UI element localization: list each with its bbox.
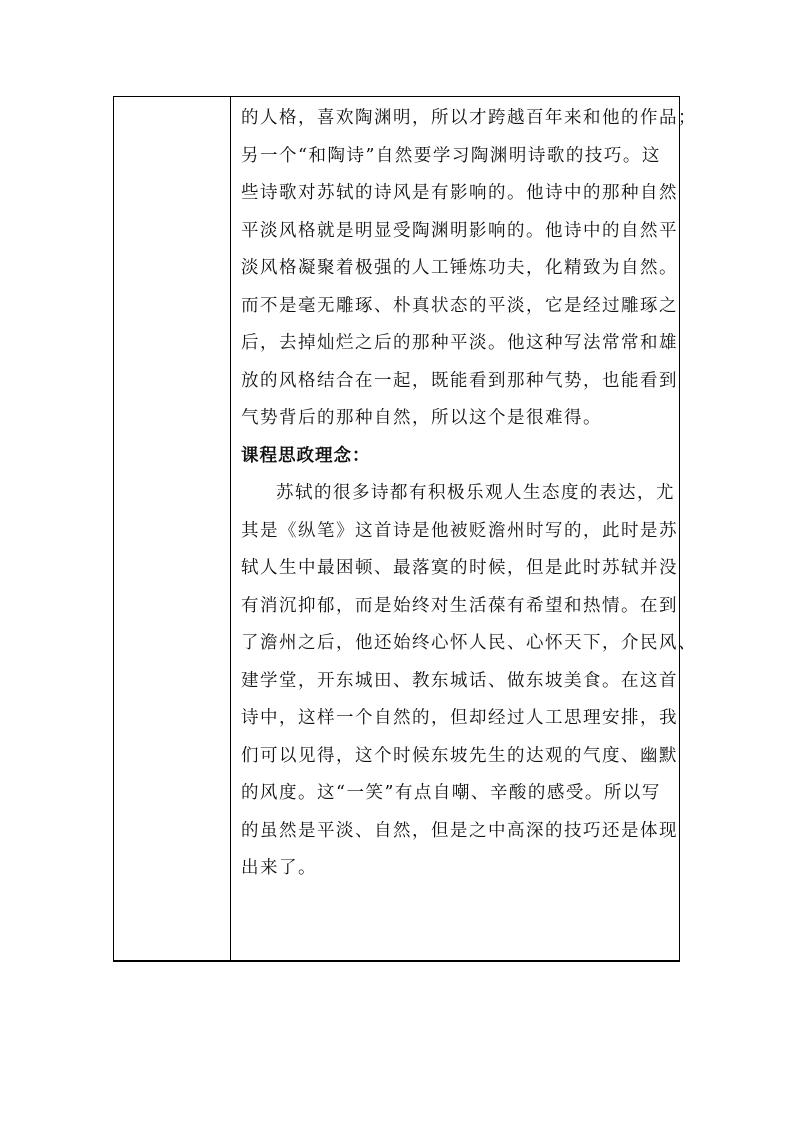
text-line: 而不是毫无雕琢、朴真状态的平淡，它是经过雕琢之 — [241, 295, 678, 316]
text-line: 们可以见得，这个时候东坡先生的达观的气度、幽默 — [241, 745, 678, 766]
content-table — [113, 96, 697, 962]
text-line: 轼人生中最困顿、最落寞的时候，但是此时苏轼并没 — [241, 558, 678, 578]
text-line: 有消沉抑郁，而是始终对生活葆有希望和热情。在到 — [241, 595, 678, 616]
text-line: 平淡风格就是明显受陶渊明影响的。他诗中的自然平 — [241, 220, 678, 241]
text-line: 气势背后的那种自然，所以这个是很难得。 — [241, 408, 602, 428]
text-line: 苏轼的很多诗都有积极乐观人生态度的表达，尤 — [276, 483, 675, 503]
text-line: 的人格，喜欢陶渊明，所以才跨越百年来和他的作品； — [241, 108, 697, 128]
continued-paragraph — [241, 100, 697, 438]
text-line: 建学堂，开东城田、教东城话、做东坡美食。在这首 — [241, 670, 678, 691]
text-line: 后，去掉灿烂之后的那种平淡。他这种写法常常和雄 — [241, 333, 678, 353]
section-paragraph — [241, 475, 697, 888]
text-line: 了澹州之后，他还始终心怀人民、心怀天下，介民风、 — [241, 633, 697, 653]
table-bottom-border — [114, 960, 679, 961]
text-line: 些诗歌对苏轼的诗风是有影响的。他诗中的那种自然 — [241, 183, 678, 203]
table-right-cell — [231, 97, 697, 961]
text-line: 诗中，这样一个自然的，但却经过人工思理安排，我 — [241, 708, 678, 728]
text-line: 淡风格凝聚着极强的人工锤炼功夫，化精致为自然。 — [241, 258, 678, 278]
text-line: 的虽然是平淡、自然，但是之中高深的技巧还是体现 — [241, 820, 678, 841]
section-heading: 课程思政理念： — [241, 445, 371, 466]
text-line: 放的风格结合在一起，既能看到那种气势，也能看到 — [241, 370, 678, 391]
text-line: 其是《纵笔》这首诗是他被贬澹州时写的，此时是苏 — [241, 520, 678, 541]
text-line: 出来了。 — [241, 858, 317, 878]
table-left-cell — [114, 97, 230, 961]
text-line: 另一个“和陶诗”自然要学习陶渊明诗歌的技巧。这 — [241, 145, 661, 166]
text-line: 的风度。这“一笑”有点自嘲、辛酸的感受。所以写 — [241, 783, 661, 803]
